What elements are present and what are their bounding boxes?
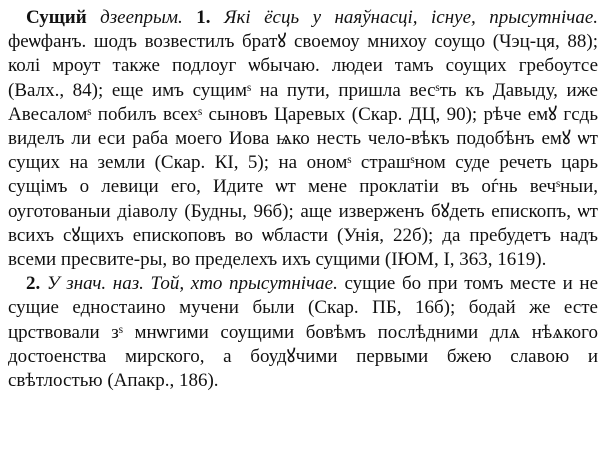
sense-1-definition: Які ёсць у наяўнасці, існуе, прысутнічае. bbox=[223, 7, 599, 28]
sense-2-definition: У знач. наз. Той, хто прысутнічае. bbox=[46, 273, 338, 295]
headword: Сущий bbox=[26, 7, 87, 28]
sense-2-paragraph bbox=[8, 272, 598, 393]
sense-2-citations: сущие бо при томъ месте и не сущие едностаино мучени были (Скар. ПБ, 16б); бодай же есте црствовали зˢ мнѡгими соущими бовѣмъ послѣдними длѧ нѣѧкого достоенства мирского, а боудꙋчими первыми бжею славою и свѣтлостью (Апакр., 186). bbox=[8, 273, 599, 392]
sense-1-citations: феѡфанъ. шодъ возвестилъ братꙋ своемоу мнихоу соущо (Чэц-ця, 88); колі мроут также подлоуг ѡбычаю. людеи тамъ соущих гребоутсе (Валх., 84); еще имъ сущимˢ на пути, пришла весˢть къ Давыду, иже Авесаломˢ побилъ всехˢ сыновъ Царевых (Скар. ДЦ, 90); рѣче емꙋ гсдь виделъ ли еси раба моего Иова ѩко несть чело-вѣкъ подобѣнъ емꙋ ѡт сущих на земли (Скар. КІ, 5); на ономˢ страшˢном суде речеть царь сущімъ о левици его, Идите ѡт мене проклатіи въ оѓнь вечˢныи, оуготованыи діаволу (Будны, 96б); аще изверженъ бꙋдеть епископъ, ѡт всихъ сꙋщихъ епископовъ во ѡбласти (Унія, 22б); да пребудетъ надъ всеми пресвите-ры, во пределехъ ихъ сущими (ІЮМ, I, 363, 1619). bbox=[8, 31, 598, 271]
sense-1-number: 1. bbox=[196, 7, 211, 28]
part-of-speech: дзеепрым. bbox=[100, 7, 183, 28]
sense-2-number: 2. bbox=[26, 273, 41, 295]
sense-1-paragraph bbox=[8, 6, 598, 272]
